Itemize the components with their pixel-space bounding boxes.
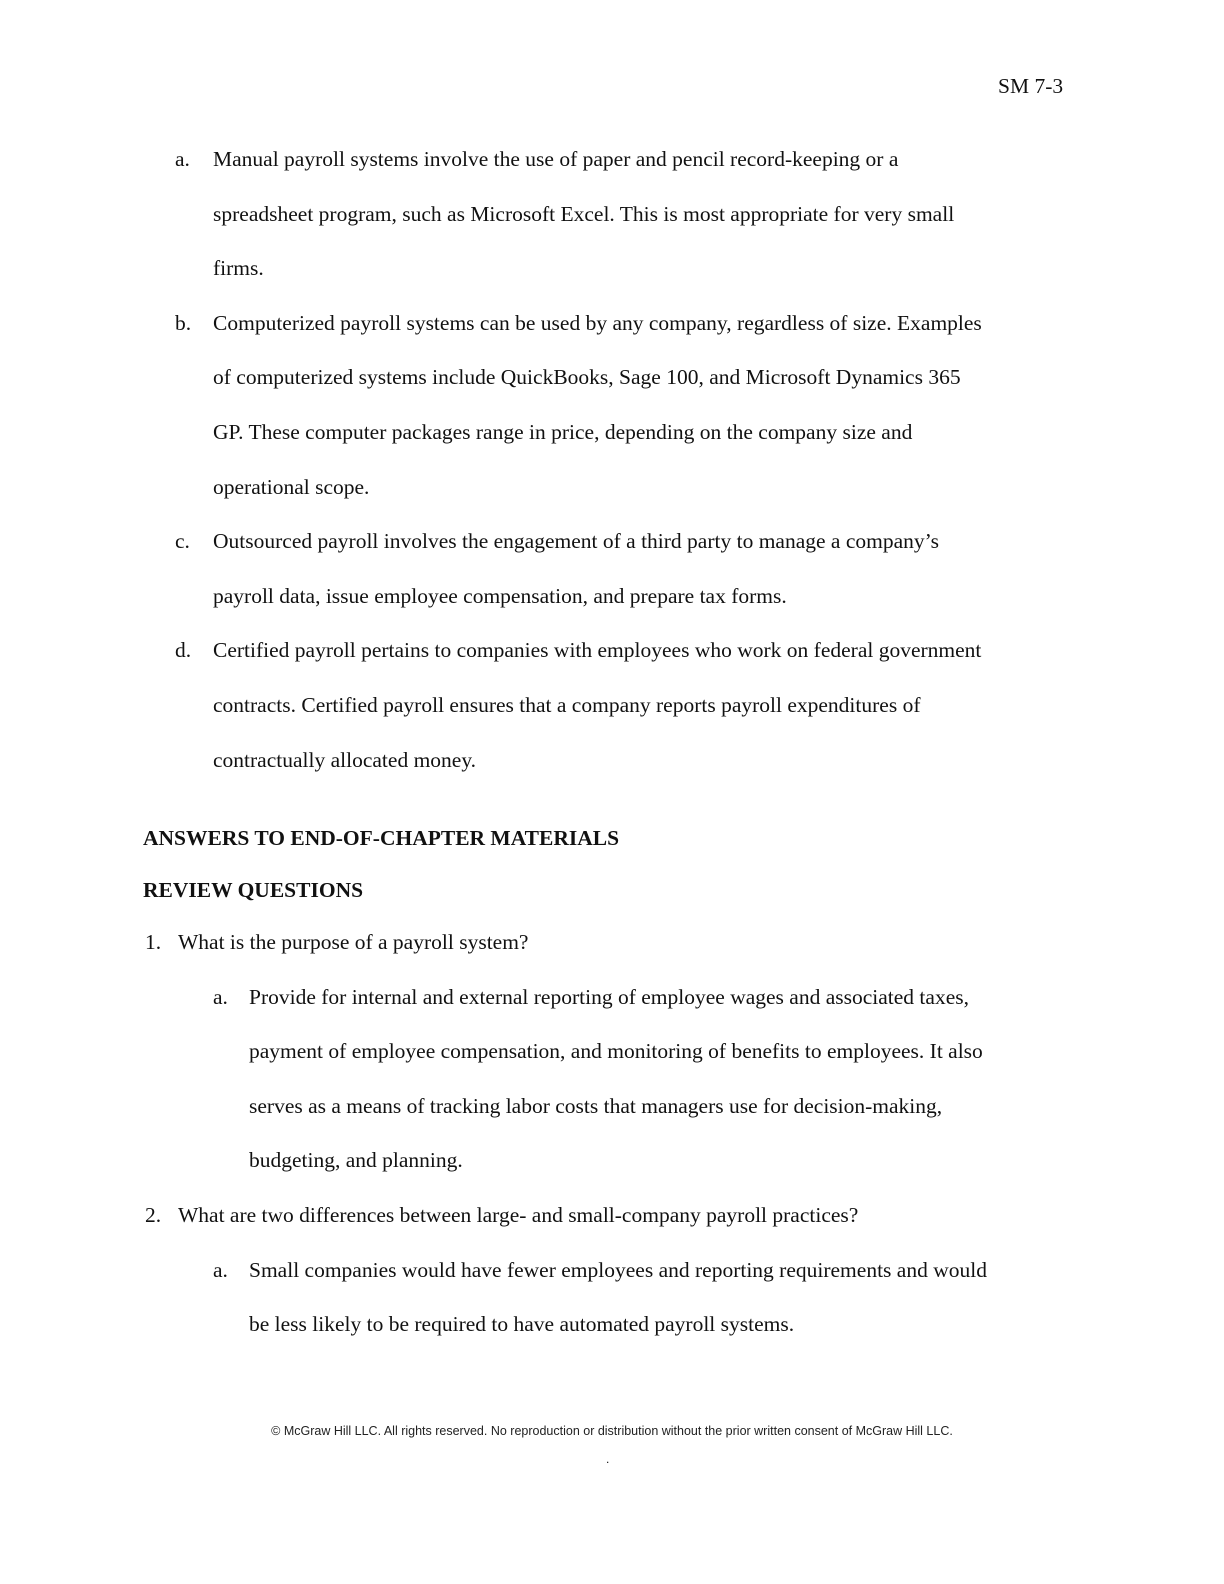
list-item-line: Computerized payroll systems can be used by any company, regardless of size. Examples (213, 310, 982, 335)
question-text: What is the purpose of a payroll system? (178, 930, 529, 954)
section-heading: REVIEW QUESTIONS (143, 878, 364, 902)
list-marker: c. (175, 529, 190, 554)
footer-dot: . (606, 1452, 610, 1466)
list-item-line: payroll data, issue employee compensation, and prepare tax forms. (213, 583, 787, 608)
answer-marker: a. (213, 984, 228, 1009)
answer-line: Provide for internal and external reporting of employee wages and associated taxes, (249, 984, 969, 1009)
answer-line: payment of employee compensation, and monitoring of benefits to employees. It also (249, 1039, 983, 1064)
answer-line: budgeting, and planning. (249, 1148, 463, 1173)
copyright-footer: © McGraw Hill LLC. All rights reserved. No reproduction or distribution without the prior written consent of McGraw Hill LLC. (271, 1424, 953, 1438)
list-item-line: Outsourced payroll involves the engagement of a third party to manage a company’s (213, 529, 940, 554)
list-marker: b. (175, 310, 192, 335)
list-item-line: GP. These computer packages range in price, depending on the company size and (213, 420, 913, 444)
list-item-line: of computerized systems include QuickBooks, Sage 100, and Microsoft Dynamics 365 (213, 365, 961, 390)
question-text: What are two differences between large- and small-company payroll practices? (178, 1203, 859, 1227)
list-marker: d. (175, 638, 192, 663)
answer-line: be less likely to be required to have automated payroll systems. (249, 1312, 795, 1337)
list-item-line: firms. (213, 256, 264, 281)
list-marker: a. (175, 147, 190, 171)
list-item-line: Manual payroll systems involve the use of paper and pencil record-keeping or a (213, 147, 899, 171)
answer-line: Small companies would have fewer employees and reporting requirements and would (249, 1257, 987, 1282)
list-item-line: spreadsheet program, such as Microsoft Excel. This is most appropriate for very small (213, 201, 955, 226)
list-item-line: operational scope. (213, 474, 370, 499)
page-number: SM 7-3 (998, 74, 1064, 98)
list-item-line: contracts. Certified payroll ensures that a company reports payroll expenditures of (213, 693, 921, 717)
question-number: 1. (145, 930, 162, 954)
list-item-line: contractually allocated money. (213, 747, 477, 772)
list-item-line: Certified payroll pertains to companies with employees who work on federal government (213, 638, 982, 663)
section-heading: ANSWERS TO END-OF-CHAPTER MATERIALS (143, 826, 620, 850)
answer-marker: a. (213, 1257, 228, 1282)
answer-line: serves as a means of tracking labor costs that managers use for decision-making, (249, 1093, 943, 1118)
question-number: 2. (145, 1203, 162, 1227)
